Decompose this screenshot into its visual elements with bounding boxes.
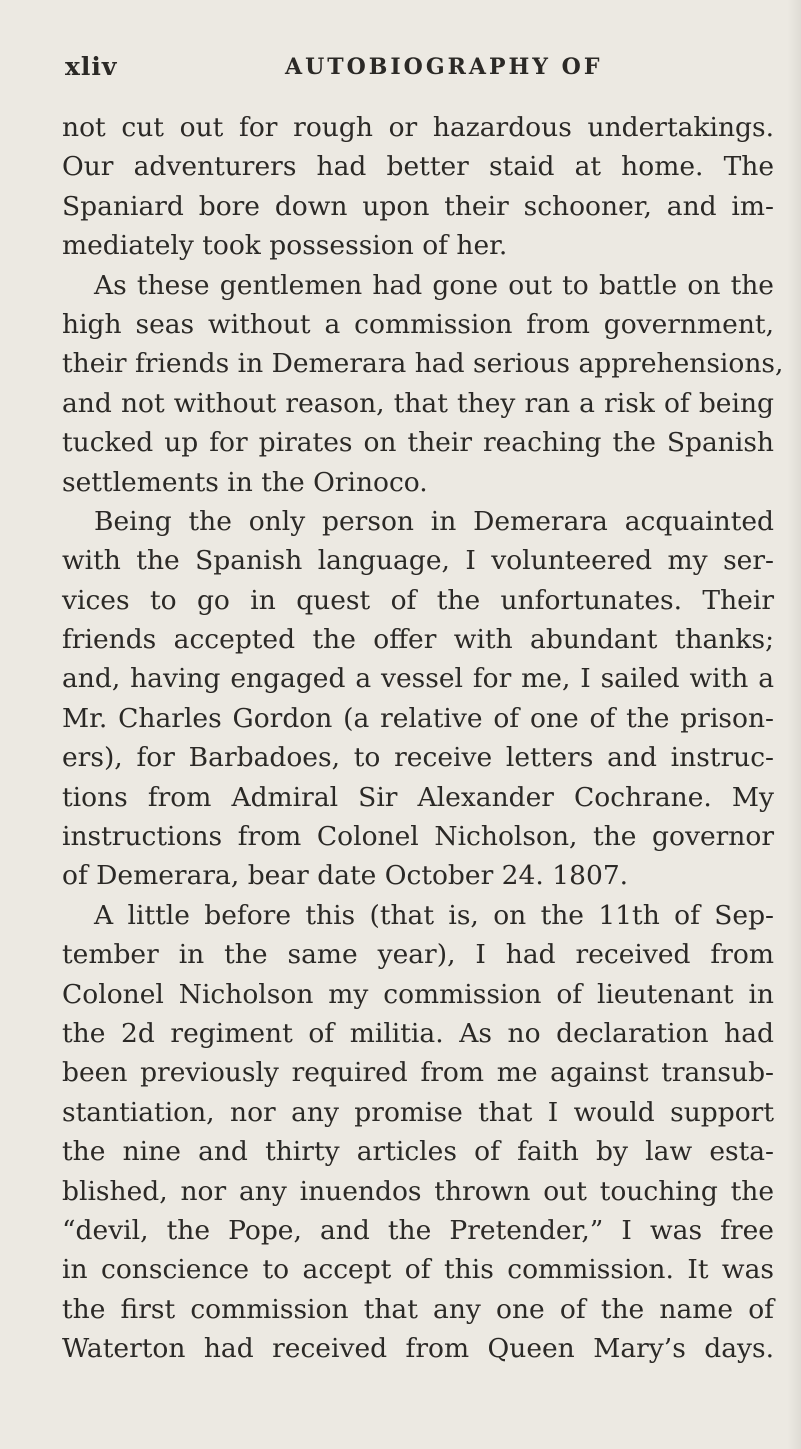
paragraph-start-line: Being the only person in Demerara acquainted — [94, 505, 774, 537]
text-line: Colonel Nicholson my commission of lieutenant in — [62, 978, 774, 1010]
text-line: high seas without a commission from government, — [62, 308, 774, 340]
text-line: Waterton had received from Queen Mary’s days. — [62, 1333, 774, 1365]
text-line: with the Spanish language, I volunteered my ser- — [62, 545, 774, 577]
paragraph-start-line: A little before this (that is, on the 11th of Sep- — [94, 899, 774, 931]
paragraph-end-line: mediately took possession of her. — [62, 230, 508, 262]
page-number: xliv — [65, 52, 118, 81]
text-line: blished, nor any inuendos thrown out touching the — [62, 1175, 774, 1207]
paragraph-start-line: As these gentlemen had gone out to battle on the — [94, 269, 774, 301]
text-line: and not without reason, that they ran a risk of being — [62, 387, 774, 419]
text-line: and, having engaged a vessel for me, I sailed with a — [62, 663, 774, 695]
page-edge-shadow — [787, 0, 801, 1449]
text-line: tions from Admiral Sir Alexander Cochrane. My — [62, 781, 774, 813]
text-line: the 2d regiment of militia. As no declaration had — [62, 1017, 774, 1049]
text-line: been previously required from me against transub- — [62, 1057, 774, 1089]
text-line: ers), for Barbadoes, to receive letters and instruc- — [62, 742, 774, 774]
text-line: in conscience to accept of this commission. It was — [62, 1254, 774, 1286]
text-line: vices to go in quest of the unfortunates. Their — [62, 584, 774, 616]
paragraph-end-line: of Demerara, bear date October 24. 1807. — [62, 860, 629, 892]
running-title: AUTOBIOGRAPHY OF — [285, 54, 603, 80]
text-line: Spaniard bore down upon their schooner, and im- — [62, 190, 774, 222]
text-line: Mr. Charles Gordon (a relative of one of the prison- — [62, 702, 774, 734]
text-line: tucked up for pirates on their reaching the Spanish — [62, 427, 774, 459]
text-line: friends accepted the offer with abundant thanks; — [62, 624, 774, 656]
page-header — [65, 52, 761, 92]
text-line: stantiation, nor any promise that I would support — [62, 1096, 774, 1128]
text-line: Our adventurers had better staid at home. The — [62, 151, 774, 183]
text-line: instructions from Colonel Nicholson, the governor — [62, 821, 774, 853]
text-line: the first commission that any one of the name of — [62, 1293, 774, 1325]
text-line: tember in the same year), I had received from — [62, 939, 774, 971]
paragraph-end-line: settlements in the Orinoco. — [62, 466, 428, 498]
text-line: the nine and thirty articles of faith by law esta- — [62, 1136, 774, 1168]
body-text — [62, 108, 784, 1369]
text-line: their friends in Demerara had serious apprehensions, — [62, 348, 784, 380]
text-line: “devil, the Pope, and the Pretender,” I was free — [62, 1214, 774, 1246]
text-line: not cut out for rough or hazardous undertakings. — [62, 112, 774, 143]
